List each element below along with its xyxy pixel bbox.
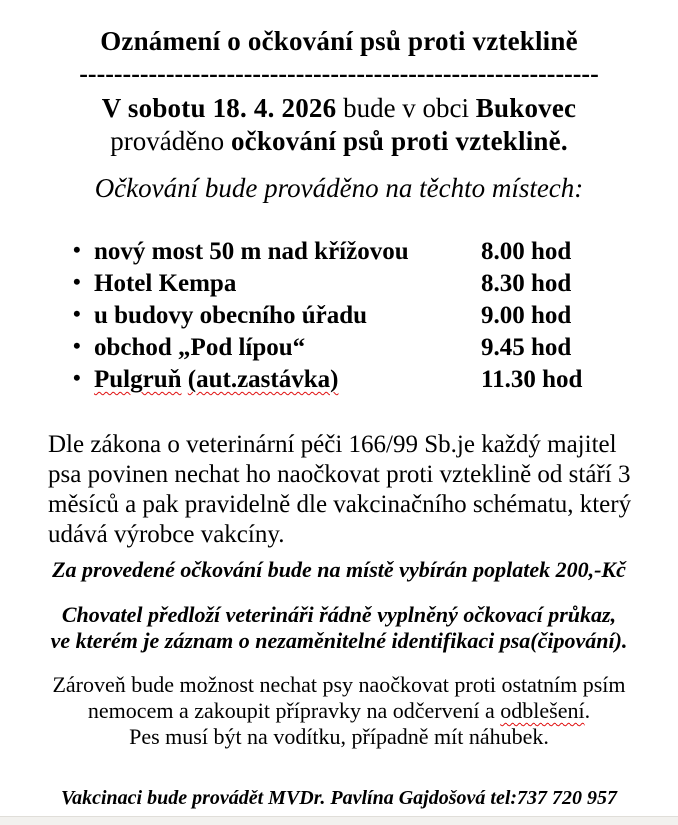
intro-mid-text: bude v obci: [336, 93, 476, 123]
additional-info-misspelled-word: odblešení: [500, 698, 585, 723]
schedule-list: [0, 236, 678, 396]
bullet-icon: •: [73, 237, 81, 262]
additional-info: [0, 672, 678, 750]
law-line: psa povinen nechat ho naočkovat proti vzteklině od stáří 3: [48, 461, 631, 488]
schedule-row: [0, 332, 678, 364]
schedule-row: [0, 300, 678, 332]
fee-notice: Za provedené očkování bude na místě vybírán poplatek 200,-Kč: [52, 557, 626, 582]
bullet-icon: •: [73, 333, 81, 358]
schedule-time: 9.45 hod: [481, 334, 572, 361]
schedule-time: 8.00 hod: [481, 238, 572, 265]
additional-info-line-3: Pes musí být na vodítku, případně mít náhubek.: [129, 724, 549, 749]
schedule-place: nový most 50 m nad křížovou: [94, 238, 409, 265]
locations-heading: Očkování bude prováděno na těchto místech:: [94, 173, 584, 203]
intro-line-1: [0, 92, 678, 125]
schedule-time: 8.30 hod: [481, 270, 572, 297]
bullet-icon: •: [73, 301, 81, 326]
intro-date: V sobotu 18. 4. 2026: [101, 93, 337, 123]
schedule-place: [94, 364, 338, 396]
law-line: udává výrobce vakcíny.: [48, 521, 285, 548]
schedule-row: [0, 268, 678, 300]
schedule-time: 9.00 hod: [481, 302, 572, 329]
additional-info-line2-suffix: .: [584, 698, 591, 723]
vaccination-card-notice-line: Chovatel předloží veterináři řádně vyplněný očkovací průkaz,: [61, 602, 617, 627]
intro-line-2: [0, 125, 678, 158]
law-paragraph: [48, 430, 678, 550]
intro-line2-bold: očkování psů proti vzteklině.: [230, 126, 568, 156]
vet-contact-line: Vakcinaci bude provádět MVDr. Pavlína Gajdošová tel:737 720 957: [60, 787, 618, 809]
divider-dashes: ------------------------------------------------------------: [79, 59, 599, 88]
bottom-bar: [0, 816, 678, 825]
page-title: Oznámení o očkování psů proti vzteklině: [100, 26, 578, 56]
schedule-place-misspelled: Pulgruň: [94, 366, 182, 393]
vaccination-card-notice: [0, 602, 678, 654]
law-line: Dle zákona o veterinární péči 166/99 Sb.je každý majitel: [48, 431, 617, 458]
bullet-icon: •: [73, 365, 81, 390]
additional-info-line-1: Zároveň bude možnost nechat psy naočkovat proti ostatním psím: [52, 672, 626, 697]
schedule-row: [0, 236, 678, 268]
additional-info-line-2: [0, 698, 678, 724]
schedule-place: Hotel Kempa: [94, 270, 237, 297]
bullet-icon: •: [73, 269, 81, 294]
intro-line2-regular: prováděno: [110, 126, 231, 156]
vaccination-card-notice-line: ve kterém je záznam o nezaměnitelné identifikaci psa(čipování).: [50, 628, 628, 653]
schedule-time: 11.30 hod: [481, 366, 583, 393]
intro-paragraph: [0, 92, 678, 158]
additional-info-line2-prefix: nemocem a zakoupit přípravky na odčervení a: [87, 698, 501, 723]
intro-village: Bukovec: [475, 93, 577, 123]
schedule-place-misspelled: (aut.zastávka): [187, 366, 339, 393]
schedule-place: u budovy obecního úřadu: [94, 302, 368, 329]
schedule-place: obchod „Pod lípou“: [94, 334, 306, 361]
law-line: měsíců a pak pravidelně dle vakcinačního schématu, který: [48, 491, 632, 518]
schedule-row: [0, 364, 678, 396]
